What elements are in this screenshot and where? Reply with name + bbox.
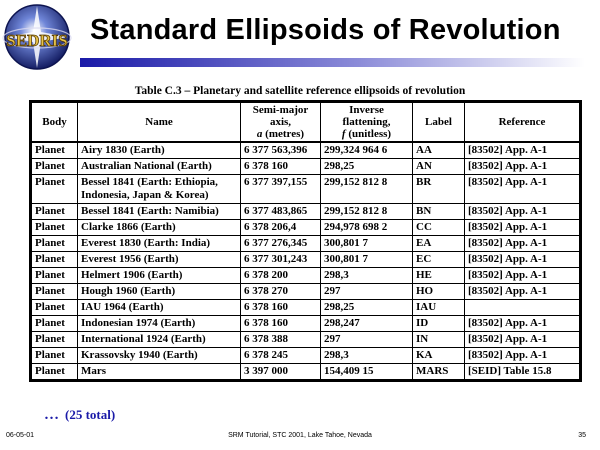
more-indicator <box>44 407 115 424</box>
cell-label: IAU <box>413 300 465 316</box>
cell-name: Indonesian 1974 (Earth) <box>78 316 241 332</box>
table-row <box>31 220 581 236</box>
footer-page-number: 35 <box>578 432 586 439</box>
ellipsis: … <box>44 407 59 423</box>
cell-name: Clarke 1866 (Earth) <box>78 220 241 236</box>
header-name: Name <box>78 102 241 143</box>
cell-label: IN <box>413 332 465 348</box>
table-row <box>31 142 581 159</box>
cell-label: EC <box>413 252 465 268</box>
header-reference: Reference <box>465 102 581 143</box>
cell-reference: [83502] App. A-1 <box>465 142 581 159</box>
cell-label: EA <box>413 236 465 252</box>
cell-axis: 6 378 160 <box>241 159 321 175</box>
cell-name: Bessel 1841 (Earth: Namibia) <box>78 204 241 220</box>
cell-name: Krassovsky 1940 (Earth) <box>78 348 241 364</box>
cell-reference <box>465 300 581 316</box>
cell-flattening: 300,801 7 <box>321 236 413 252</box>
table-row <box>31 300 581 316</box>
header-flat-line2: flattening, <box>342 116 391 128</box>
table-row <box>31 364 581 381</box>
table-row <box>31 175 581 204</box>
cell-reference: [83502] App. A-1 <box>465 268 581 284</box>
cell-name: Bessel 1841 (Earth: Ethiopia, Indonesia, Japan & Korea) <box>78 175 241 204</box>
cell-body: Planet <box>31 332 78 348</box>
table-row <box>31 332 581 348</box>
cell-name: IAU 1964 (Earth) <box>78 300 241 316</box>
cell-flattening: 299,152 812 8 <box>321 204 413 220</box>
cell-axis: 6 377 276,345 <box>241 236 321 252</box>
cell-name: Helmert 1906 (Earth) <box>78 268 241 284</box>
cell-flattening: 298,3 <box>321 268 413 284</box>
cell-flattening: 298,25 <box>321 159 413 175</box>
cell-body: Planet <box>31 236 78 252</box>
table-row <box>31 316 581 332</box>
cell-axis: 6 378 160 <box>241 316 321 332</box>
cell-axis: 6 378 388 <box>241 332 321 348</box>
cell-reference: [83502] App. A-1 <box>465 204 581 220</box>
header-flat-unit: (unitless) <box>345 128 392 140</box>
total-count-text: (25 total) <box>65 407 116 422</box>
cell-name: Everest 1830 (Earth: India) <box>78 236 241 252</box>
cell-axis: 6 378 245 <box>241 348 321 364</box>
cell-reference: [SEID] Table 15.8 <box>465 364 581 381</box>
header-axis-line2: axis, <box>269 116 292 128</box>
cell-label: ID <box>413 316 465 332</box>
footer-date: 06-05-01 <box>6 432 35 439</box>
cell-body: Planet <box>31 364 78 381</box>
cell-flattening: 300,801 7 <box>321 252 413 268</box>
logo-wordmark: SEDRIS <box>6 31 68 50</box>
header-flat-line1: Inverse <box>349 104 384 116</box>
cell-name: Hough 1960 (Earth) <box>78 284 241 300</box>
cell-flattening: 298,247 <box>321 316 413 332</box>
title-underline-bar <box>80 58 585 67</box>
cell-axis: 3 397 000 <box>241 364 321 381</box>
cell-name: Everest 1956 (Earth) <box>78 252 241 268</box>
cell-label: HO <box>413 284 465 300</box>
cell-flattening: 298,25 <box>321 300 413 316</box>
cell-reference: [83502] App. A-1 <box>465 252 581 268</box>
cell-label: BR <box>413 175 465 204</box>
cell-label: MARS <box>413 364 465 381</box>
footer-center-text: SRM Tutorial, STC 2001, Lake Tahoe, Nevada <box>228 432 372 439</box>
cell-body: Planet <box>31 284 78 300</box>
table-row <box>31 236 581 252</box>
header-axis-unit: (metres) <box>262 128 305 140</box>
table-row <box>31 284 581 300</box>
sedris-logo-graphic <box>2 2 72 72</box>
cell-reference: [83502] App. A-1 <box>465 316 581 332</box>
header-flat-symbol: f <box>341 128 346 140</box>
header-body: Body <box>31 102 78 143</box>
cell-label: AA <box>413 142 465 159</box>
cell-body: Planet <box>31 204 78 220</box>
table-row <box>31 252 581 268</box>
cell-label: KA <box>413 348 465 364</box>
cell-reference: [83502] App. A-1 <box>465 284 581 300</box>
header-label: Label <box>413 102 465 143</box>
cell-body: Planet <box>31 300 78 316</box>
cell-body: Planet <box>31 348 78 364</box>
cell-label: CC <box>413 220 465 236</box>
table-body <box>31 142 581 381</box>
cell-reference: [83502] App. A-1 <box>465 159 581 175</box>
cell-body: Planet <box>31 316 78 332</box>
table-header-row <box>31 102 581 143</box>
cell-reference: [83502] App. A-1 <box>465 220 581 236</box>
cell-axis: 6 378 270 <box>241 284 321 300</box>
table-row <box>31 204 581 220</box>
cell-axis: 6 378 160 <box>241 300 321 316</box>
cell-body: Planet <box>31 159 78 175</box>
cell-reference: [83502] App. A-1 <box>465 332 581 348</box>
cell-reference: [83502] App. A-1 <box>465 236 581 252</box>
cell-flattening: 297 <box>321 332 413 348</box>
cell-label: BN <box>413 204 465 220</box>
ellipsoids-table <box>29 100 582 382</box>
cell-label: HE <box>413 268 465 284</box>
cell-axis: 6 377 563,396 <box>241 142 321 159</box>
cell-axis: 6 377 301,243 <box>241 252 321 268</box>
table-row <box>31 348 581 364</box>
cell-name: International 1924 (Earth) <box>78 332 241 348</box>
cell-axis: 6 378 200 <box>241 268 321 284</box>
cell-flattening: 294,978 698 2 <box>321 220 413 236</box>
header-axis-line1: Semi-major <box>252 104 309 116</box>
slide-title: Standard Ellipsoids of Revolution <box>90 14 561 46</box>
cell-body: Planet <box>31 142 78 159</box>
cell-flattening: 297 <box>321 284 413 300</box>
cell-axis: 6 378 206,4 <box>241 220 321 236</box>
cell-name: Australian National (Earth) <box>78 159 241 175</box>
cell-body: Planet <box>31 175 78 204</box>
sedris-logo <box>2 2 72 72</box>
cell-flattening: 299,324 964 6 <box>321 142 413 159</box>
cell-axis: 6 377 397,155 <box>241 175 321 204</box>
cell-name: Airy 1830 (Earth) <box>78 142 241 159</box>
cell-flattening: 299,152 812 8 <box>321 175 413 204</box>
header-semi-major-axis <box>241 102 321 143</box>
table-row <box>31 159 581 175</box>
cell-axis: 6 377 483,865 <box>241 204 321 220</box>
table-caption: Table C.3 – Planetary and satellite reference ellipsoids of revolution <box>134 85 466 97</box>
cell-label: AN <box>413 159 465 175</box>
cell-body: Planet <box>31 220 78 236</box>
cell-reference: [83502] App. A-1 <box>465 348 581 364</box>
cell-body: Planet <box>31 268 78 284</box>
cell-body: Planet <box>31 252 78 268</box>
cell-flattening: 154,409 15 <box>321 364 413 381</box>
header-inverse-flattening <box>321 102 413 143</box>
cell-flattening: 298,3 <box>321 348 413 364</box>
table-row <box>31 268 581 284</box>
header-axis-symbol: a <box>256 128 263 140</box>
cell-name: Mars <box>78 364 241 381</box>
cell-reference: [83502] App. A-1 <box>465 175 581 204</box>
